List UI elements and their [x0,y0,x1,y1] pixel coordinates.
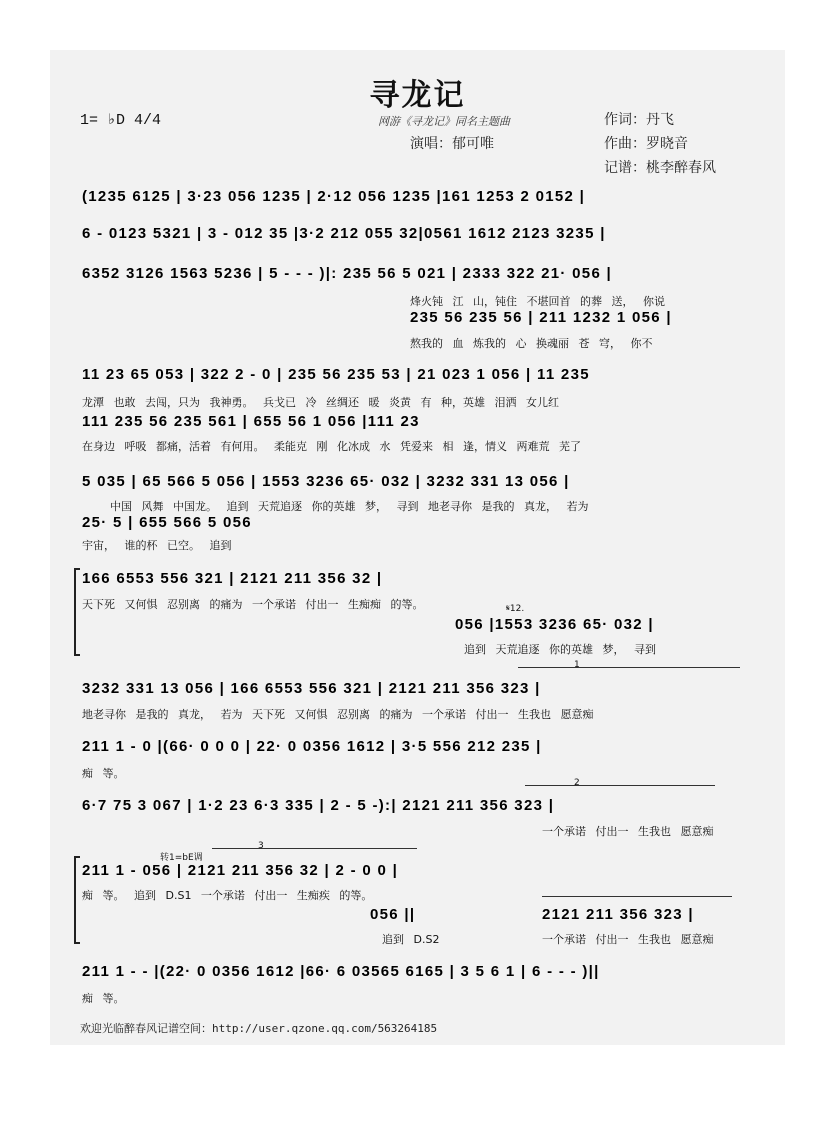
singer: 演唱：郁可唯 [410,136,494,152]
second-ending-bracket [525,785,715,786]
lyrics-row-11: 痴 等。 [82,992,125,1005]
lyrics-row-8: 痴 等。 [82,767,125,780]
lyrics-row-9: 一个承诺 付出一 生我也 愿意痴 [542,825,714,838]
score-row-10: 211 1 - 056 | 2121 211 356 32 | 2 - 0 0 | [82,862,399,879]
key-signature: 1= ♭D 4/4 [80,112,162,129]
score-row-5: 5 035 | 65 566 5 056 | 1553 3236 65· 032 | 3232 331 13 056 | [82,473,570,490]
score-row-9: 6·7 75 3 067 | 1·2 23 6·3 335 | 2 - 5 -):| 2121 211 356 323 | [82,797,555,814]
lyrics-row-3-verse-1: 烽火钝 江 山，钝住 不堪回首 的葬 送， 你说 [410,295,665,308]
first-ending-bracket [518,667,740,668]
score-row-11: 211 1 - - |(22· 0 0356 1612 |66· 6 03565 6165 | 3 5 6 1 | 6 - - - )|| [82,963,600,980]
score-row-6-verse-2: 056 |1553 3236 65· 032 | [455,616,654,633]
segno-sign: 𝄋12. [506,604,525,614]
score-row-10-ds2: 056 || [370,906,416,923]
score-row-8: 211 1 - 0 |(66· 0 0 0 | 22· 0 0356 1612 | 3·5 556 212 235 | [82,738,542,755]
second-ending-number: 2 [574,778,580,788]
score-row-3-verse-2: 235 56 235 56 | 211 1232 1 056 | [410,309,672,326]
score-row-2: 6 - 0123 5321 | 3 - 012 35 |3·2 212 055 32|0561 1612 2123 3235 | [82,225,606,242]
lyrics-row-6-verse-1: 天下死 又何惧 忍别离 的痛为 一个承诺 付出一 生痴痴 的等。 [82,598,424,611]
score-row-4: 11 23 65 053 | 322 2 - 0 | 235 56 235 53 | 21 023 1 056 | 11 235 [82,366,590,383]
system-bracket-2 [74,856,80,944]
score-row-1: (1235 6125 | 3·23 056 1235 | 2·12 056 1235 |161 1253 2 0152 | [82,188,586,205]
lyrics-row-3-verse-2: 熬我的 血 炼我的 心 换魂丽 苍 穹， 你不 [410,337,653,350]
lyrics-row-5-verse-1: 中国 风舞 中国龙。 追到 天荒追逐 你的英雄 梦， 寻到 地老寻你 是我的 真龙， 若为 [110,500,589,513]
lyrics-row-10: 痴 等。 追到 D.S1 一个承诺 付出一 生痴疾 的等。 [82,889,373,902]
score-row-4-verse-2: 111 235 56 235 561 | 655 56 1 056 |111 23 [82,413,420,430]
third-ending-bracket-alt [542,896,732,897]
song-title: 寻龙记 [369,78,466,113]
lyrics-row-4-verse-1: 龙潭 也敢 去闯，只为 我神勇。 兵戈已 冷 丝绸还 暖 炎黄 有 种，英雄 泪洒 女儿红 [82,396,559,409]
subtitle: 网游《寻龙记》同名主题曲 [378,115,510,128]
first-ending-number: 1 [574,660,580,670]
score-row-6: 166 6553 556 321 | 2121 211 356 32 | [82,570,383,587]
third-ending-number: 3 [258,841,264,851]
lyricist: 作词：丹飞 [604,112,674,128]
score-row-3: 6352 3126 1563 5236 | 5 - - - )|: 235 56 5 021 | 2333 322 21· 056 | [82,265,613,282]
third-ending-bracket [212,848,417,849]
system-bracket-1 [74,568,80,656]
lyrics-row-10-ds2: 追到 D.S2 [382,933,440,946]
lyrics-row-10-alt: 一个承诺 付出一 生我也 愿意痴 [542,933,714,946]
lyrics-row-6-verse-2: 追到 天荒追逐 你的英雄 梦， 寻到 [464,643,656,656]
score-row-5-verse-2: 25· 5 | 655 566 5 056 [82,514,252,531]
lyrics-row-5-verse-2: 宇宙， 谁的杯 已空。 追到 [82,539,232,552]
lyrics-row-4-verse-2: 在身边 呼吸 都痛，活着 有何用。 柔能克 刚 化冰成 水 凭爱来 相 逢，情义 两难荒 芜了 [82,440,581,453]
modulation-mark: 转1=bE调 [160,853,203,863]
score-row-10-alt: 2121 211 356 323 | [542,906,694,923]
score-row-7: 3232 331 13 056 | 166 6553 556 321 | 2121 211 356 323 | [82,680,541,697]
lyrics-row-7: 地老寻你 是我的 真龙， 若为 天下死 又何惧 忍别离 的痛为 一个承诺 付出一 生我也 愿意痴 [82,708,594,721]
transcriber: 记谱：桃李醉春风 [604,160,716,176]
footer-link: 欢迎光临醉春风记谱空间：http://user.qzone.qq.com/563264185 [80,1022,438,1035]
composer: 作曲：罗晓音 [604,136,688,152]
